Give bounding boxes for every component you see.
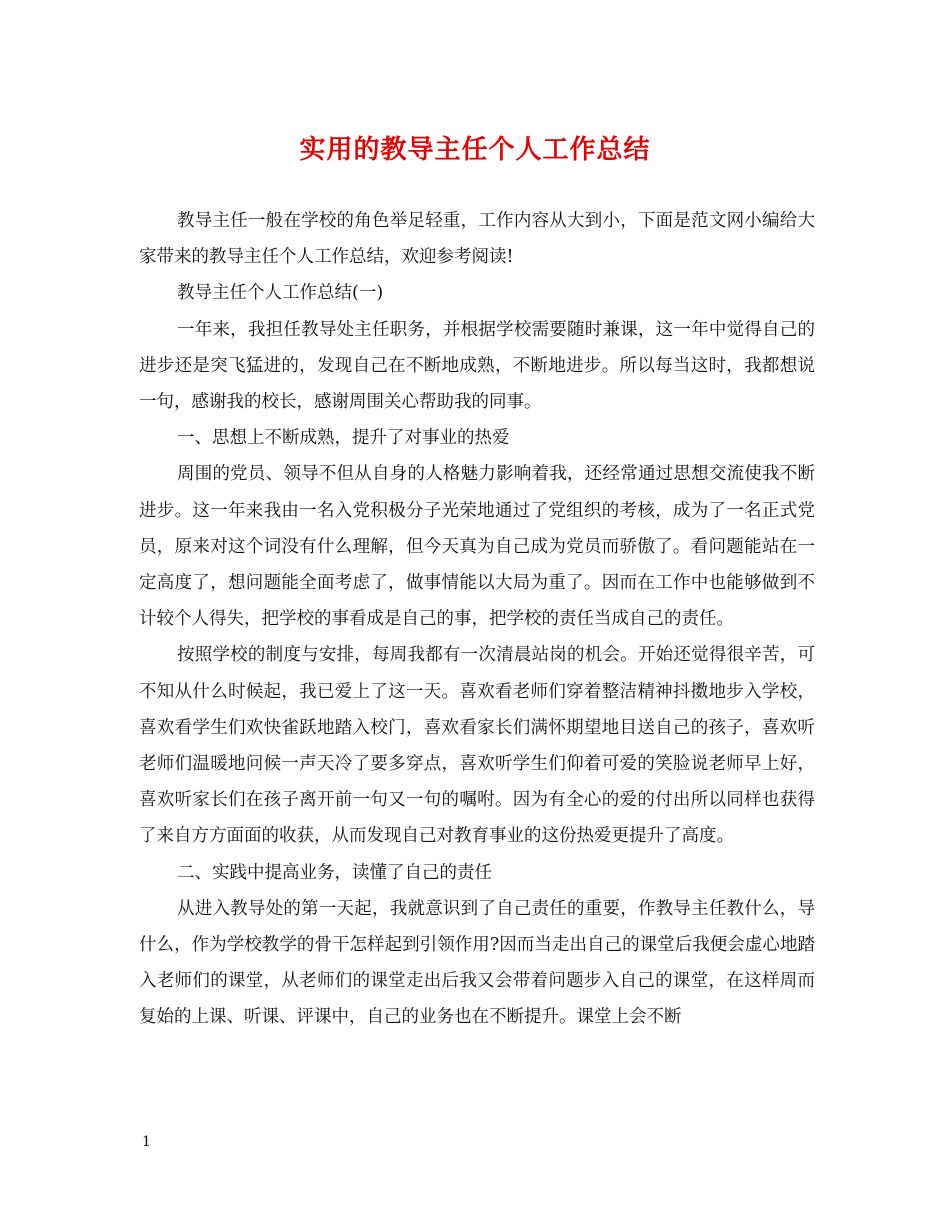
section-heading-two: 二、实践中提高业务，读懂了自己的责任 — [177, 862, 492, 883]
intro-paragraph: 教导主任一般在学校的角色举足轻重，工作内容从大到小，下面是范文网小编给大家带来的教导主任个人工作总结，欢迎参考阅读! — [139, 211, 815, 268]
body-paragraph: 按照学校的制度与安排，每周我都有一次清晨站岗的机会。开始还觉得很辛苦，可不知从什么时候起，我已爱上了这一天。喜欢看老师们穿着整洁精神抖擞地步入学校，喜欢看学生们欢快雀跃地踏入校门，喜欢看家长们满怀期望地目送自己的孩子，喜欢听老师们温暖地问候一声天冷了要多穿点，喜欢听学生们仰着可爱的笑脸说老师早上好，喜欢听家长们在孩子离开前一句又一句的嘱咐。因为有全心的爱的付出所以同样也获得了来自方方面面的收获，从而发现自己对教育事业的这份热爱更提升了高度。 — [139, 645, 815, 847]
body-paragraph: 周围的党员、领导不但从自身的人格魅力影响着我，还经常通过思想交流使我不断进步。这一年来我由一名入党积极分子光荣地通过了党组织的考核，成为了一名正式党员，原来对这个词没有什么理解，但今天真为自己成为党员而骄傲了。看问题能站在一定高度了，想问题能全面考虑了，做事情能以大局为重了。因而在工作中也能够做到不计较个人得失，把学校的事看成是自己的事，把学校的责任当成自己的责任。 — [139, 464, 815, 630]
document-body — [139, 203, 815, 1036]
page-title: 实用的教导主任个人工作总结 — [299, 135, 651, 165]
page-number: 1 — [142, 1134, 151, 1150]
body-paragraph: 从进入教导处的第一天起，我就意识到了自己责任的重要，作教导主任教什么，导什么，作为学校教学的骨干怎样起到引领作用?因而当走出自己的课堂后我便会虚心地踏入老师们的课堂，从老师们的课堂走出后我又会带着问题步入自己的课堂，在这样周而复始的上课、听课、评课中，自己的业务也在不断提升。课堂上会不断 — [139, 898, 815, 1028]
section-heading-one: 一、思想上不断成熟，提升了对事业的热爱 — [177, 428, 510, 449]
section-heading-summary-one: 教导主任个人工作总结(一) — [177, 283, 384, 304]
body-paragraph: 一年来，我担任教导处主任职务，并根据学校需要随时兼课，这一年中觉得自己的进步还是突飞猛进的，发现自己在不断地成熟，不断地进步。所以每当这时，我都想说一句，感谢我的校长，感谢周围关心帮助我的同事。 — [139, 319, 815, 413]
